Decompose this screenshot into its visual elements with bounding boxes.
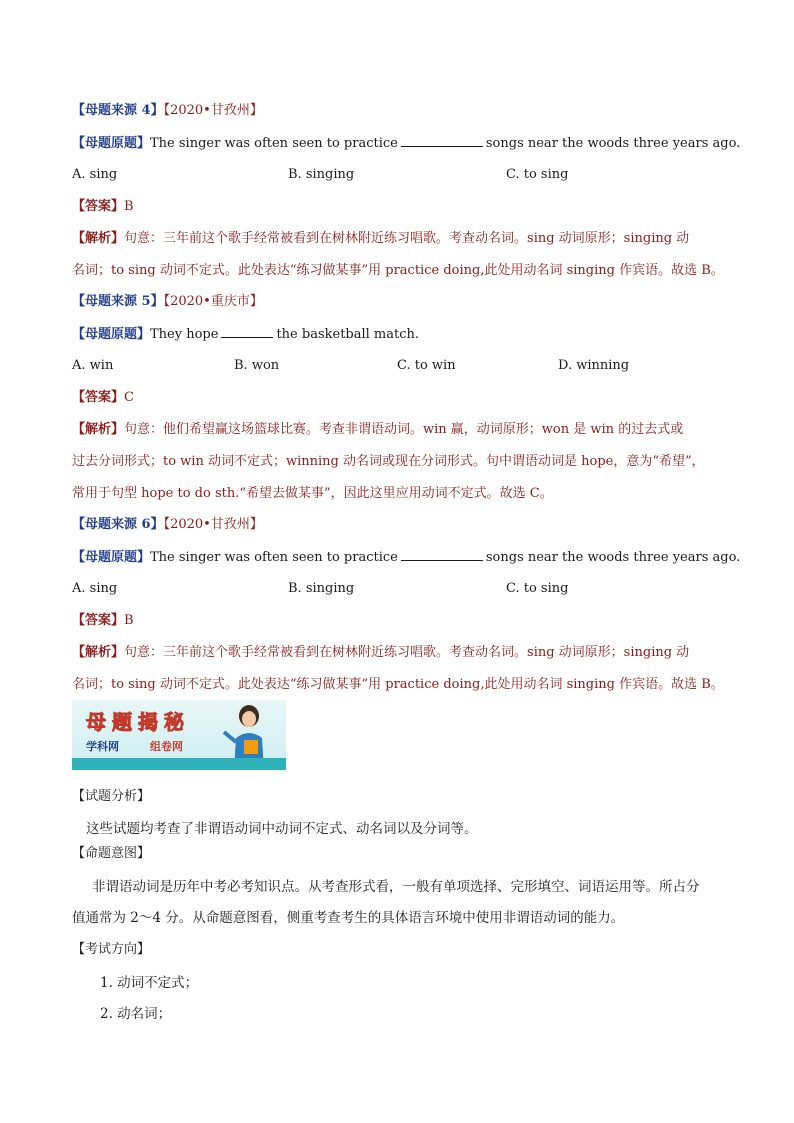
q4-answer <box>72 198 134 216</box>
analysis-heading: 【试题分析】 <box>72 789 151 804</box>
banner-image <box>72 700 286 770</box>
analysis-text: 这些试题均考查了非谓语动词中动词不定式、动名词以及分词等。 <box>86 821 478 837</box>
q4-answer-tag: 【答案】 <box>72 199 125 214</box>
q6-option-b: B. singing <box>288 581 355 596</box>
logo-xuekewang: 学科网 <box>86 740 119 753</box>
intent-line-2: 值通常为 2～4 分。从命题意图看，侧重考查考生的具体语言环境中使用非谓语动词的能力。 <box>72 910 625 926</box>
q4-source-line <box>72 102 263 120</box>
q4-source-tag: 【母题来源 4】 <box>72 103 164 118</box>
banner-strip <box>72 758 286 770</box>
q5-answer <box>72 389 134 407</box>
q5-option-a: A. win <box>72 358 114 373</box>
q6-option-c: C. to sing <box>506 581 569 596</box>
q4-analysis-line-1 <box>72 230 689 248</box>
q6-analysis-line-2: 名词；to sing 动词不定式。此处表达“练习做某事”用 practice doing,此处用动名词 singing 作宾语。故选 B。 <box>72 677 724 692</box>
q6-stem-after: songs near the woods three years ago. <box>485 550 741 565</box>
q6-source-tag: 【母题来源 6】 <box>72 517 164 532</box>
direction-heading: 【考试方向】 <box>72 942 151 957</box>
q4-analysis-line-2: 名词；to sing 动词不定式。此处表达“练习做某事”用 practice doing,此处用动名词 singing 作宾语。故选 B。 <box>72 263 724 278</box>
q5-source-location: 【2020•重庆市】 <box>163 294 263 309</box>
q6-stem <box>72 548 740 567</box>
q6-source-location: 【2020•甘孜州】 <box>163 517 263 532</box>
q6-analysis-line-1 <box>72 644 689 662</box>
q4-stem <box>72 134 740 153</box>
q5-option-d: D. winning <box>558 358 630 373</box>
intent-heading: 【命题意图】 <box>72 846 151 861</box>
banner-title: 母题揭秘 <box>86 710 190 734</box>
q5-option-c: C. to win <box>397 358 456 373</box>
q6-option-a: A. sing <box>72 581 118 596</box>
q5-answer-tag: 【答案】 <box>72 390 125 405</box>
q5-analysis-text-1: 句意：他们希望赢这场篮球比赛。考查非谓语动词。win 赢，动词原形；won 是 win 的过去式或 <box>124 422 684 437</box>
direction-item-2: 2. 动名词； <box>100 1006 172 1022</box>
q4-analysis-tag: 【解析】 <box>72 231 125 246</box>
q4-option-a: A. sing <box>72 167 118 182</box>
intent-line-1: 非谓语动词是历年中考必考知识点。从考查形式看，一般有单项选择、完形填空、词语运用等。所占分 <box>92 879 700 895</box>
q6-stem-before: The singer was often seen to practice <box>150 550 398 565</box>
q5-analysis-line-1 <box>72 421 683 439</box>
q5-stem-after: the basketball match. <box>276 327 420 342</box>
q5-blank <box>221 325 273 338</box>
q4-answer-value: B <box>124 199 134 214</box>
q5-analysis-line-3: 常用于句型 hope to do sth.“希望去做某事”，因此这里应用动词不定式。故选 C。 <box>72 486 553 501</box>
q4-source-location: 【2020•甘孜州】 <box>163 103 263 118</box>
q6-blank <box>401 548 483 561</box>
q4-orig-tag: 【母题原题】 <box>72 136 151 151</box>
q4-stem-before: The singer was often seen to practice <box>150 136 398 151</box>
q5-analysis-line-2: 过去分词形式；to win 动词不定式；winning 动名词或现在分词形式。句中谓语动词是 hope，意为“希望”， <box>72 454 705 469</box>
q6-answer-tag: 【答案】 <box>72 613 125 628</box>
q5-stem-before: They hope <box>150 327 219 342</box>
q6-orig-tag: 【母题原题】 <box>72 550 151 565</box>
logo-zujuanwang: 组卷网 <box>150 740 183 753</box>
q5-analysis-tag: 【解析】 <box>72 422 125 437</box>
q5-stem <box>72 325 419 344</box>
q4-analysis-text-1: 句意：三年前这个歌手经常被看到在树林附近练习唱歌。考查动名词。sing 动词原形；singing 动 <box>124 231 690 246</box>
q6-analysis-tag: 【解析】 <box>72 645 125 660</box>
q5-option-b: B. won <box>234 358 280 373</box>
q6-source-line <box>72 516 263 534</box>
q5-source-line <box>72 293 263 311</box>
q4-option-b: B. singing <box>288 167 355 182</box>
q6-analysis-text-1: 句意：三年前这个歌手经常被看到在树林附近练习唱歌。考查动名词。sing 动词原形；singing 动 <box>124 645 690 660</box>
q5-answer-value: C <box>124 390 134 405</box>
direction-item-1: 1. 动词不定式； <box>100 975 199 991</box>
q5-source-tag: 【母题来源 5】 <box>72 294 164 309</box>
q6-answer <box>72 612 134 630</box>
q4-stem-after: songs near the woods three years ago. <box>485 136 741 151</box>
q5-orig-tag: 【母题原题】 <box>72 327 151 342</box>
q6-answer-value: B <box>124 613 134 628</box>
q4-blank <box>401 134 483 147</box>
q4-option-c: C. to sing <box>506 167 569 182</box>
